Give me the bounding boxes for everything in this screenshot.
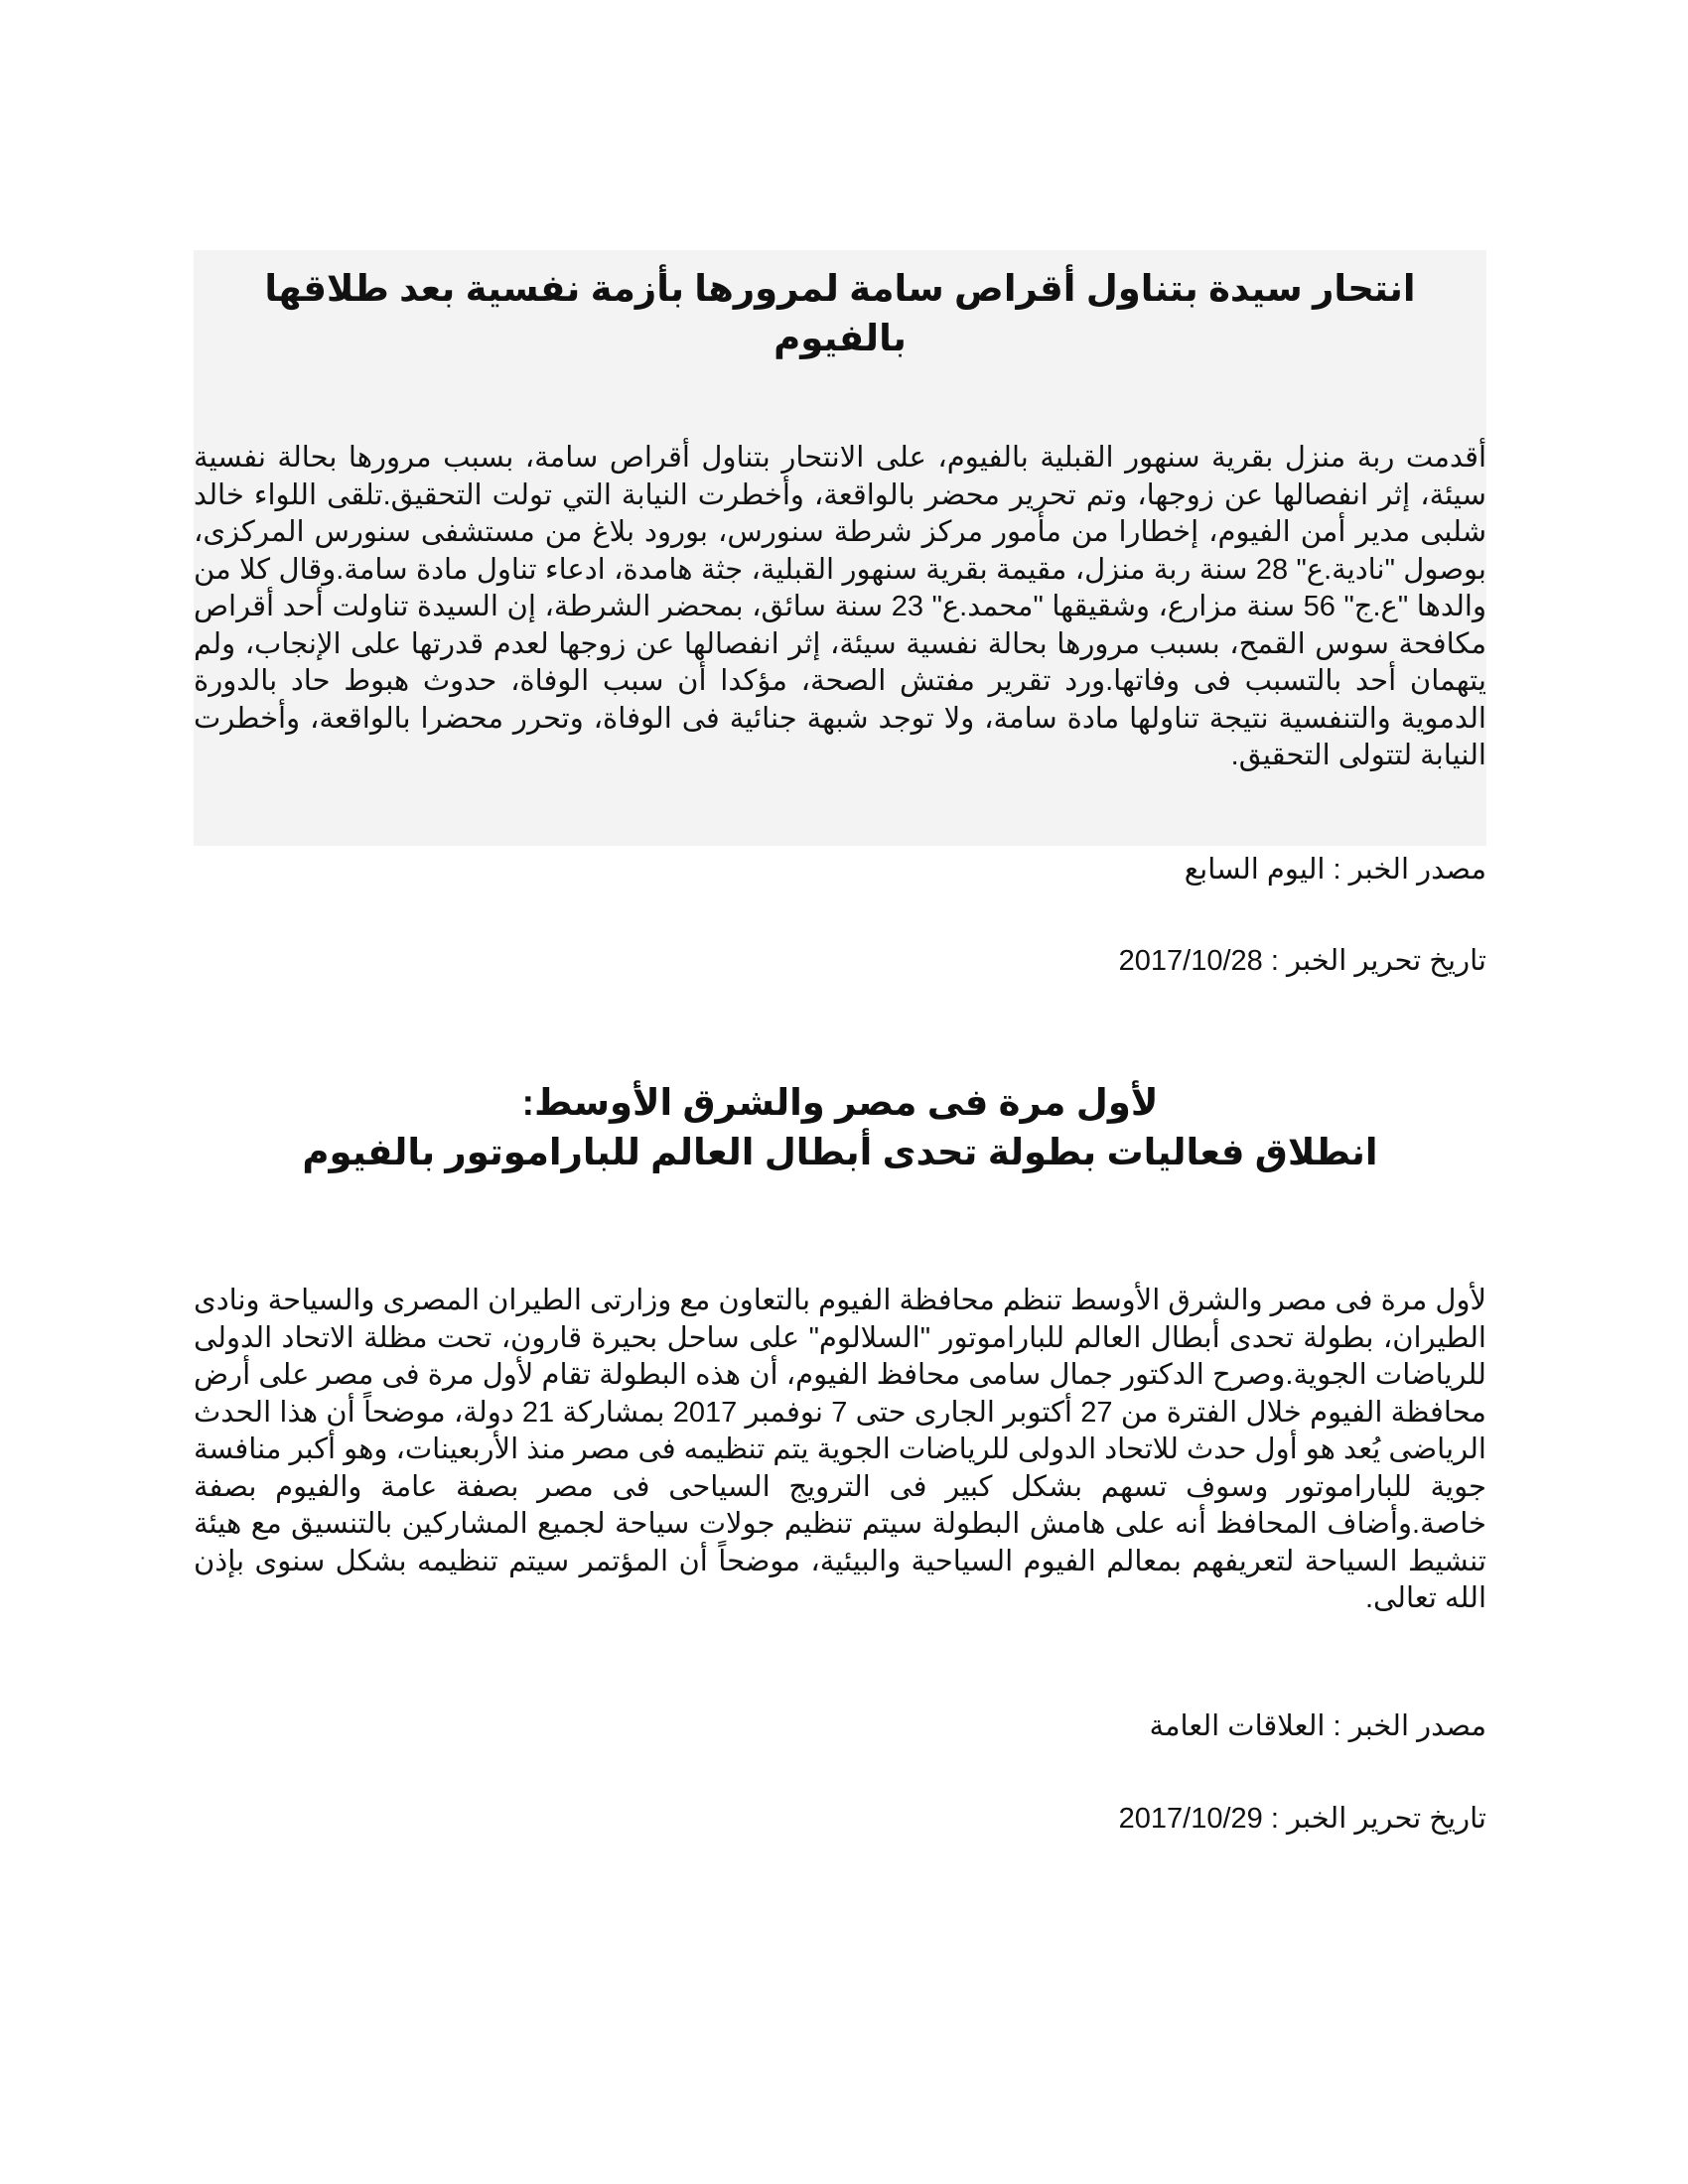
article-2-headline-line2: انطلاق فعاليات بطولة تحدى أبطال العالم للباراموتور بالفيوم	[302, 1132, 1378, 1172]
article-2-source-label: مصدر الخبر :	[1325, 1709, 1486, 1742]
article-1-headline: انتحار سيدة بتناول أقراص سامة لمرورها بأزمة نفسية بعد طلاقها بالفيوم	[264, 268, 1416, 358]
news-article-2	[194, 1078, 1486, 1837]
article-2-source	[194, 1708, 1486, 1744]
article-1-shaded-box	[194, 250, 1486, 846]
article-1-source-label: مصدر الخبر :	[1325, 854, 1486, 886]
article-2-source-value: العلاقات العامة	[1149, 1709, 1326, 1742]
article-2-body: لأول مرة فى مصر والشرق الأوسط تنظم محافظة الفيوم بالتعاون مع وزارتى الطيران المصرى والسياحة ونادى الطيران، بطولة تحدى أبطال العالم للباراموتور "السلالوم" على ساحل بحيرة قارون، تحت مظلة الاتحاد الدولى للرياضات الجوية.وصرح الدكتور جمال سامى محافظ الفيوم، أن هذه البطولة تقام لأول مرة فى مصر على أرض محافظة الفيوم خلال الفترة من 27 أكتوبر الجارى حتى 7 نوفمبر 2017 بمشاركة 21 دولة، موضحاً أن هذا الحدث الرياضى يُعد هو أول حدث للاتحاد الدولى للرياضات الجوية يتم تنظيمه فى مصر منذ الأربعينات، وهو أكبر منافسة جوية للباراموتور وسوف تسهم بشكل كبير فى الترويج السياحى فى مصر بصفة عامة والفيوم بصفة خاصة.وأضاف المحافظ أنه على هامش البطولة سيتم تنظيم جولات سياحة لجميع المشاركين بالتنسيق مع هيئة تنشيط السياحة لتعريفهم بمعالم الفيوم السياحية والبيئية، موضحاً أن المؤتمر سيتم تنظيمه بشكل سنوى بإذن الله تعالى.	[194, 1285, 1486, 1614]
news-article-1	[194, 250, 1486, 979]
article-1-date-label: تاريخ تحرير الخبر :	[1262, 945, 1486, 977]
article-1-date-value: 2017/10/28	[1118, 945, 1263, 977]
article-1-date	[194, 943, 1486, 979]
article-2-date	[194, 1801, 1486, 1837]
article-2-date-value: 2017/10/29	[1118, 1802, 1263, 1835]
article-2-date-label: تاريخ تحرير الخبر :	[1262, 1802, 1486, 1835]
article-2-headline	[194, 1078, 1486, 1177]
article-1-source	[194, 852, 1486, 887]
article-1-body: أقدمت ربة منزل بقرية سنهور القبلية بالفيوم، على الانتحار بتناول أقراص سامة، بسبب مرورها بحالة نفسية سيئة، إثر انفصالها عن زوجها، وتم تحرير محضر بالواقعة، وأخطرت النيابة التي تولت التحقيق.تلقى اللواء خالد شلبى مدير أمن الفيوم، إخطارا من مأمور مركز شرطة سنورس، بورود بلاغ من مستشفى سنورس المركزى، بوصول "نادية.ع" 28 سنة ربة منزل، مقيمة بقرية سنهور القبلية، جثة هامدة، ادعاء تناول مادة سامة.وقال كلا من والدها "ع.ج" 56 سنة مزارع، وشقيقها "محمد.ع" 23 سنة سائق، بمحضر الشرطة، إن السيدة تناولت أحد أقراص مكافحة سوس القمح، بسبب مرورها بحالة نفسية سيئة، إثر انفصالها عن زوجها لعدم قدرتها على الإنجاب، ولم يتهمان أحد بالتسبب فى وفاتها.ورد تقرير مفتش الصحة، مؤكدا أن سبب الوفاة، حدوث هبوط حاد بالدورة الدموية والتنفسية نتيجة تناولها مادة سامة، ولا توجد شبهة جنائية فى الوفاة، وتحرر محضرا بالواقعة، وأخطرت النيابة لتتولى التحقيق.	[194, 442, 1486, 771]
article-1-source-value: اليوم السابع	[1184, 854, 1326, 886]
article-2-headline-line1: لأول مرة فى مصر والشرق الأوسط:	[521, 1082, 1159, 1123]
